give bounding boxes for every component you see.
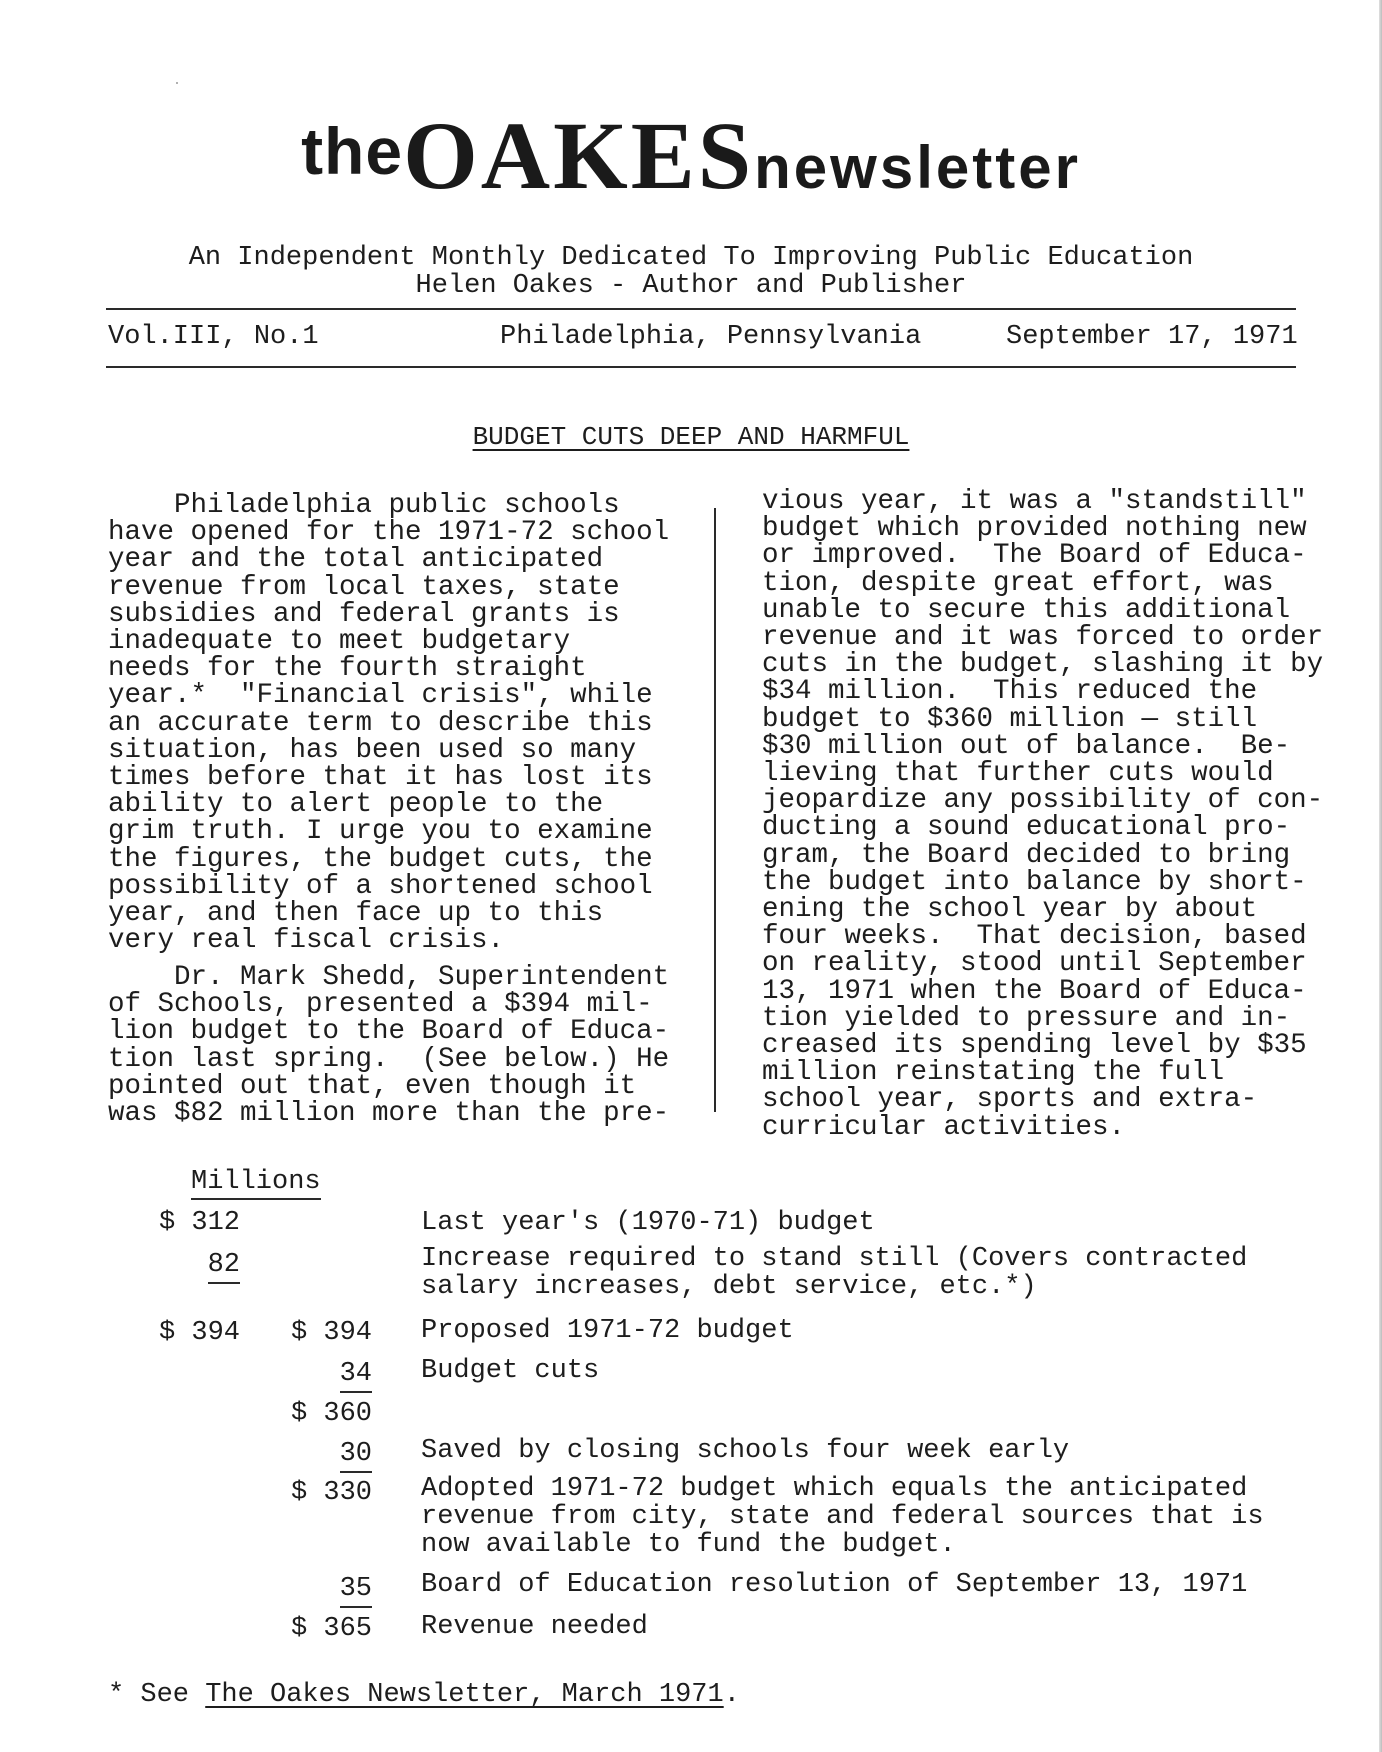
issue-top-rule — [106, 308, 1296, 310]
budget-row-8-amount: 35 — [340, 1574, 372, 1608]
article-headline — [0, 422, 1382, 452]
budget-row-1-desc: Last year's (1970-71) budget — [421, 1208, 875, 1238]
budget-row-6-desc: Saved by closing schools four week early — [421, 1436, 1070, 1466]
budget-row-3-desc: Proposed 1971-72 budget — [421, 1316, 794, 1346]
issue-place: Philadelphia, Pennsylvania — [500, 322, 922, 352]
issue-volume: Vol.III, No.1 — [108, 322, 319, 352]
budget-row-4-amount: 34 — [340, 1359, 372, 1393]
budget-row-3-col1: $ 394 — [158, 1318, 240, 1348]
budget-row-6-col2 — [280, 1439, 372, 1469]
budget-row-6-amount: 30 — [340, 1439, 372, 1473]
footnote — [108, 1680, 740, 1710]
article-left-column: Philadelphia public schools have opened for the 1971-72 school year and the total anticipated revenue from local taxes, state subsidies and federal grants is inadequate to meet budgetary needs for the fourth straight year.* "Financial crisis", while an accurate term to describe this situation, has been used so many times before that it has lost its ability to alert people to the grim truth. I urge you to examine the figures, the budget cuts, the possibility of a shortened school year, and then face up to this very real fiscal crisis. — [108, 490, 670, 957]
budget-row-4-col2 — [280, 1359, 372, 1389]
budget-unit-label: Millions — [191, 1167, 321, 1200]
masthead-the: the — [301, 114, 404, 188]
footnote-prefix: * See — [108, 1680, 206, 1710]
budget-row-2-amount: 82 — [208, 1250, 240, 1284]
masthead-oakes: OAKES — [403, 102, 755, 209]
budget-row-1-col1: $ 312 — [158, 1208, 240, 1238]
budget-row-5-col2: $ 360 — [290, 1399, 372, 1429]
subtitle-line-2: Helen Oakes - Author and Publisher — [415, 271, 967, 301]
headline-text: BUDGET CUTS DEEP AND HARMFUL — [472, 422, 910, 452]
budget-row-8-col2 — [280, 1574, 372, 1604]
budget-row-7-col2: $ 330 — [290, 1478, 372, 1508]
masthead — [0, 100, 1382, 211]
budget-row-3-col2: $ 394 — [290, 1318, 372, 1348]
subtitle-line-1: An Independent Monthly Dedicated To Improving Public Education — [188, 243, 1194, 273]
article-right-column: vious year, it was a "standstill" budget which provided nothing new or improved. The Board of Educa- tion, despite great effort, was unable to secure this additional revenue and it was forced to order cuts in the budget, slashing it by $34 million. This reduced the budget to $360 million — still $30 million out of balance. Be- lieving that further cuts would jeopardize any possibility of con- ducting a sound educational pro- gram, the Board decided to bring the budget into balance by short- ening the school year by about four weeks. That decision, based on reality, stood until September 13, 1971 when the Board of Educa- tion yielded to pressure and in- creased its spending level by $35 million reinstating the full school year, sports and extra- curricular activities. — [762, 486, 1324, 1143]
budget-row-9-col2: $ 365 — [290, 1614, 372, 1644]
budget-row-9-desc: Revenue needed — [421, 1612, 648, 1642]
budget-row-4-desc: Budget cuts — [421, 1356, 600, 1386]
budget-row-2-col1 — [150, 1250, 240, 1280]
footnote-title: The Oakes Newsletter, March 1971 — [205, 1680, 724, 1710]
budget-row-7-desc: Adopted 1971-72 budget which equals the anticipated revenue from city, state and federal sources that is now available to fund the budget. — [421, 1474, 1264, 1560]
issue-bottom-rule — [106, 366, 1296, 368]
budget-row-8-desc: Board of Education resolution of September 13, 1971 — [421, 1570, 1248, 1600]
budget-row-2-desc: Increase required to stand still (Covers contracted salary increases, debt service, etc.*) — [421, 1244, 1248, 1302]
article-left-column-second-paragraph: Dr. Mark Shedd, Superintendent of Schools, presented a $394 mil- lion budget to the Board of Educa- tion last spring. (See below.) He pointed out that, even though it was $82 million more than the pre- — [108, 962, 670, 1130]
column-divider — [714, 508, 716, 1112]
footnote-suffix: . — [723, 1680, 740, 1710]
masthead-newsletter: newsletter — [754, 134, 1081, 201]
issue-date: September 17, 1971 — [1006, 322, 1298, 352]
paper-speck — [176, 82, 178, 84]
